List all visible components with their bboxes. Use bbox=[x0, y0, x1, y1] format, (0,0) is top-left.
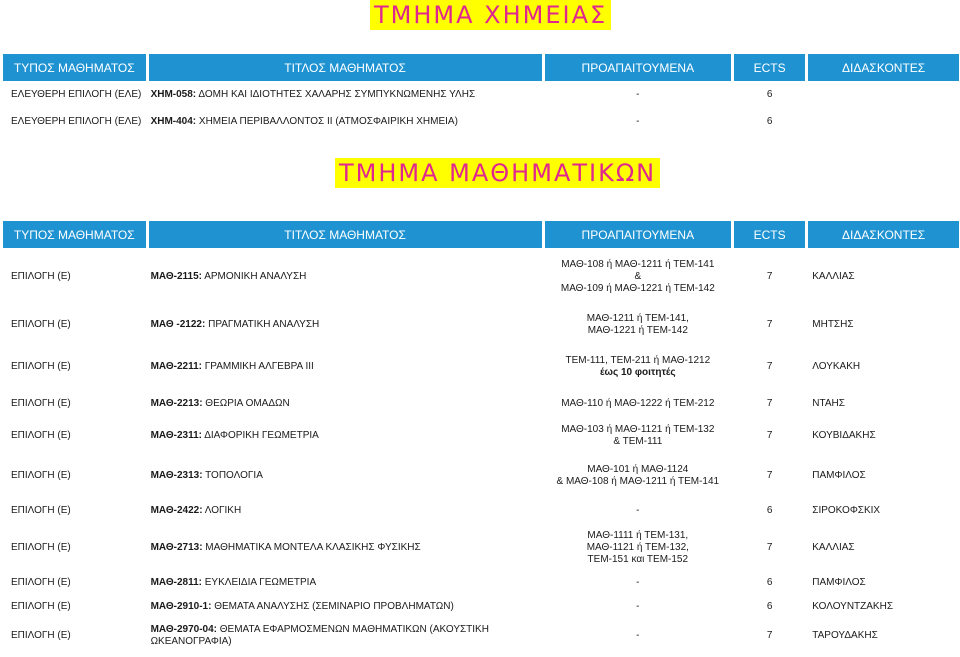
course-title: ΘΕΜΑΤΑ ΕΦΑΡΜΟΣΜΕΝΩΝ ΜΑΘΗΜΑΤΙΚΩΝ (ΑΚΟΥΣΤΙΚΗ ΩΚΕΑΝΟΓΡΑΦΙΑ) bbox=[150, 623, 489, 647]
ects-cell: 7 bbox=[766, 629, 773, 641]
course-title-cell bbox=[149, 595, 542, 619]
prerequisite-line: ΜΑΘ-1221 ή ΤΕΜ-142 bbox=[587, 324, 688, 336]
course-code: ΜΑΘ-2115: bbox=[150, 271, 202, 282]
math-courses-table bbox=[0, 221, 960, 652]
table-row bbox=[3, 571, 959, 595]
table-row bbox=[3, 497, 959, 524]
prerequisite-line: & ΤΕΜ-111 bbox=[613, 435, 663, 447]
ects-cell: 7 bbox=[766, 318, 773, 330]
course-code: ΜΑΘ-2211: bbox=[150, 360, 202, 372]
table-row bbox=[3, 454, 959, 497]
math-department-title: ΤΜΗΜΑ ΜΑΘΗΜΑΤΙΚΩΝ bbox=[335, 158, 660, 188]
prerequisite-line: ΤΕΜ-151 και ΤΕΜ-152 bbox=[587, 553, 689, 565]
course-title-cell bbox=[149, 417, 542, 454]
table-row bbox=[3, 343, 959, 390]
prerequisites-cell bbox=[545, 524, 731, 571]
student-limit-note: έως 10 φοιτητές bbox=[600, 366, 676, 378]
course-title-cell bbox=[149, 390, 542, 417]
course-type-cell: ΕΠΙΛΟΓΗ (Ε) bbox=[11, 397, 71, 409]
instructor-cell: ΚΑΛΛΙΑΣ bbox=[812, 541, 855, 553]
table-row bbox=[3, 108, 959, 135]
chemistry-department-title: ΤΜΗΜΑ ΧΗΜΕΙΑΣ bbox=[370, 0, 611, 30]
course-title-cell bbox=[149, 571, 542, 595]
course-title: ΓΡΑΜΜΙΚΗ ΑΛΓΕΒΡΑ ΙΙΙ bbox=[201, 360, 314, 372]
prerequisites-cell bbox=[545, 108, 731, 135]
instructor-cell bbox=[808, 81, 959, 108]
ects-cell: 6 bbox=[766, 504, 773, 516]
table-row bbox=[3, 595, 959, 619]
course-title: ΛΟΓΙΚΗ bbox=[202, 504, 242, 516]
chemistry-table-body bbox=[3, 81, 959, 135]
table-row bbox=[3, 81, 959, 108]
course-type-cell: ΕΠΙΛΟΓΗ (Ε) bbox=[11, 629, 71, 641]
prerequisite-line: ΜΑΘ-108 ή ΜΑΘ-1211 ή ΤΕΜ-141 bbox=[561, 259, 715, 270]
prerequisites-cell bbox=[545, 417, 731, 454]
course-type-cell: ΕΠΙΛΟΓΗ (Ε) bbox=[11, 504, 71, 516]
course-type-cell: ΕΠΙΛΟΓΗ (Ε) bbox=[11, 577, 71, 588]
ects-cell: 7 bbox=[766, 541, 773, 553]
course-title: ΕΥΚΛΕΙΔΙΑ ΓΕΩΜΕΤΡΙΑ bbox=[201, 577, 317, 588]
course-code: ΧΗΜ-058: bbox=[150, 88, 197, 100]
course-code: ΜΑΘ -2122: bbox=[150, 318, 206, 330]
header-course-title: ΤΙΤΛΟΣ ΜΑΘΗΜΑΤΟΣ bbox=[149, 54, 542, 81]
prerequisite-line: - bbox=[636, 504, 640, 516]
course-type-cell: ΕΠΙΛΟΓΗ (Ε) bbox=[11, 318, 71, 330]
instructor-cell bbox=[808, 108, 959, 135]
prerequisite-line: & bbox=[634, 271, 642, 282]
ects-cell: 6 bbox=[766, 88, 773, 100]
course-code: ΜΑΘ-2811: bbox=[150, 577, 202, 588]
header-ects: ECTS bbox=[734, 54, 805, 81]
header-prerequisites: ΠΡΟΑΠΑΙΤΟΥΜΕΝΑ bbox=[545, 221, 731, 248]
course-type-cell: ΕΛΕΥΘΕΡΗ ΕΠΙΛΟΓΗ (ΕΛΕ) bbox=[11, 88, 142, 100]
course-title-cell bbox=[149, 497, 542, 524]
instructor-cell: ΜΗΤΣΗΣ bbox=[812, 318, 854, 330]
course-title-cell bbox=[149, 306, 542, 343]
course-code: ΜΑΘ-2713: bbox=[150, 541, 203, 553]
prerequisite-line: ΜΑΘ-1211 ή ΤΕΜ-141, bbox=[586, 312, 689, 324]
prerequisite-line: ΜΑΘ-109 ή ΜΑΘ-1221 ή ΤΕΜ-142 bbox=[560, 283, 715, 294]
instructor-cell: ΝΤΑΗΣ bbox=[812, 397, 845, 409]
ects-cell: 6 bbox=[766, 115, 773, 127]
course-title: ΘΕΩΡΙΑ ΟΜΑΔΩΝ bbox=[202, 397, 290, 409]
instructor-cell: ΚΟΥΒΙΔΑΚΗΣ bbox=[812, 429, 876, 441]
header-course-type: ΤΥΠΟΣ ΜΑΘΗΜΑΤΟΣ bbox=[3, 221, 146, 248]
course-type-cell: ΕΠΙΛΟΓΗ (Ε) bbox=[11, 601, 71, 612]
course-type-cell: ΕΠΙΛΟΓΗ (Ε) bbox=[11, 271, 71, 282]
header-instructors: ΔΙΔΑΣΚΟΝΤΕΣ bbox=[808, 54, 959, 81]
table-row bbox=[3, 619, 959, 652]
course-type-cell: ΕΠΙΛΟΓΗ (Ε) bbox=[11, 541, 71, 553]
course-type-cell: ΕΠΙΛΟΓΗ (Ε) bbox=[11, 360, 71, 372]
prerequisite-line: - bbox=[636, 88, 640, 100]
instructor-cell: ΛΟΥΚΑΚΗ bbox=[812, 360, 861, 372]
math-table-body bbox=[3, 248, 959, 652]
table-row bbox=[3, 417, 959, 454]
prerequisite-line: ΜΑΘ-110 ή ΜΑΘ-1222 ή ΤΕΜ-212 bbox=[561, 397, 715, 409]
course-title-cell bbox=[149, 619, 542, 652]
prerequisite-line: ΤΕΜ-111, ΤΕΜ-211 ή ΜΑΘ-1212 bbox=[565, 354, 711, 366]
ects-cell: 6 bbox=[766, 601, 773, 612]
course-title-cell bbox=[149, 108, 542, 135]
prerequisites-cell bbox=[545, 497, 731, 524]
instructor-cell: ΚΟΛΟΥΝΤΖΑΚΗΣ bbox=[812, 601, 894, 612]
prerequisite-line: ΜΑΘ-1111 ή ΤΕΜ-131, bbox=[587, 529, 689, 541]
table-row bbox=[3, 306, 959, 343]
course-title-cell bbox=[149, 524, 542, 571]
course-title: ΔΟΜΗ ΚΑΙ ΙΔΙΟΤΗΤΕΣ ΧΑΛΑΡΗΣ ΣΥΜΠΥΚΝΩΜΕΝΗΣ ΥΛΗΣ bbox=[196, 88, 476, 100]
course-code: ΜΑΘ-2970-04: bbox=[150, 623, 217, 635]
prerequisites-cell bbox=[545, 390, 731, 417]
prerequisites-cell bbox=[545, 248, 731, 306]
instructor-cell: ΠΑΜΦΙΛΟΣ bbox=[812, 577, 866, 588]
course-title: ΤΟΠΟΛΟΓΙΑ bbox=[202, 469, 263, 481]
header-prerequisites: ΠΡΟΑΠΑΙΤΟΥΜΕΝΑ bbox=[545, 54, 731, 81]
prerequisite-line: - bbox=[636, 601, 640, 612]
instructor-cell: ΤΑΡΟΥΔΑΚΗΣ bbox=[812, 629, 878, 641]
course-code: ΜΑΘ-2213: bbox=[150, 397, 203, 409]
course-title: ΧΗΜΕΙΑ ΠΕΡΙΒΑΛΛΟΝΤΟΣ ΙΙ (ΑΤΜΟΣΦΑΙΡΙΚΗ ΧΗΜΕΙΑ) bbox=[196, 115, 458, 127]
ects-cell: 7 bbox=[766, 397, 773, 409]
ects-cell: 7 bbox=[766, 360, 773, 372]
course-type-cell: ΕΠΙΛΟΓΗ (Ε) bbox=[11, 469, 71, 481]
prerequisite-line: - bbox=[636, 629, 640, 641]
header-course-type: ΤΥΠΟΣ ΜΑΘΗΜΑΤΟΣ bbox=[3, 54, 146, 81]
prerequisites-cell bbox=[545, 595, 731, 619]
ects-cell: 7 bbox=[766, 271, 773, 282]
course-title: ΑΡΜΟΝΙΚΗ ΑΝΑΛΥΣΗ bbox=[201, 271, 307, 282]
course-code: ΜΑΘ-2910-1: bbox=[150, 601, 212, 612]
prerequisites-cell bbox=[545, 343, 731, 390]
course-type-cell: ΕΠΙΛΟΓΗ (Ε) bbox=[11, 429, 71, 441]
header-course-title: ΤΙΤΛΟΣ ΜΑΘΗΜΑΤΟΣ bbox=[149, 221, 542, 248]
course-title: ΜΑΘΗΜΑΤΙΚΑ ΜΟΝΤΕΛΑ ΚΛΑΣΙΚΗΣ ΦΥΣΙΚΗΣ bbox=[202, 541, 421, 553]
ects-cell: 7 bbox=[766, 469, 773, 481]
prerequisites-cell bbox=[545, 454, 731, 497]
prerequisite-line: ΜΑΘ-1121 ή ΤΕΜ-132, bbox=[586, 541, 689, 553]
instructor-cell: ΠΑΜΦΙΛΟΣ bbox=[812, 469, 866, 481]
table-row bbox=[3, 248, 959, 306]
prerequisite-line: & ΜΑΘ-108 ή ΜΑΘ-1211 ή ΤΕΜ-141 bbox=[556, 475, 720, 487]
prerequisite-line: - bbox=[636, 115, 640, 127]
course-title: ΠΡΑΓΜΑΤΙΚΗ ΑΝΑΛΥΣΗ bbox=[205, 318, 320, 330]
prerequisite-line: ΜΑΘ-103 ή ΜΑΘ-1121 ή ΤΕΜ-132 bbox=[561, 423, 715, 435]
header-ects: ECTS bbox=[734, 221, 805, 248]
table-row bbox=[3, 390, 959, 417]
course-code: ΜΑΘ-2313: bbox=[150, 469, 203, 481]
prerequisites-cell bbox=[545, 81, 731, 108]
table-row bbox=[3, 524, 959, 571]
prerequisite-line: ΜΑΘ-101 ή ΜΑΘ-1124 bbox=[587, 463, 689, 475]
course-code: ΜΑΘ-2422: bbox=[150, 504, 203, 516]
table-header-row bbox=[3, 221, 959, 248]
instructor-cell: ΣΙΡΟΚΟΦΣΚΙΧ bbox=[812, 504, 881, 516]
prerequisites-cell bbox=[545, 619, 731, 652]
course-title-cell bbox=[149, 343, 542, 390]
course-code: ΧΗΜ-404: bbox=[150, 115, 197, 127]
header-instructors: ΔΙΔΑΣΚΟΝΤΕΣ bbox=[808, 221, 959, 248]
course-title-cell bbox=[149, 248, 542, 306]
course-title-cell bbox=[149, 454, 542, 497]
chemistry-courses-table bbox=[0, 54, 960, 135]
course-type-cell: ΕΛΕΥΘΕΡΗ ΕΠΙΛΟΓΗ (ΕΛΕ) bbox=[11, 115, 142, 127]
prerequisite-line: - bbox=[636, 577, 640, 588]
course-title: ΔΙΑΦΟΡΙΚΗ ΓΕΩΜΕΤΡΙΑ bbox=[201, 429, 319, 441]
course-code: ΜΑΘ-2311: bbox=[150, 429, 202, 441]
table-header-row bbox=[3, 54, 959, 81]
course-title: ΘΕΜΑΤΑ ΑΝΑΛΥΣΗΣ (ΣΕΜΙΝΑΡΙΟ ΠΡΟΒΛΗΜΑΤΩΝ) bbox=[211, 601, 454, 612]
prerequisites-cell bbox=[545, 306, 731, 343]
course-title-cell bbox=[149, 81, 542, 108]
instructor-cell: ΚΑΛΛΙΑΣ bbox=[812, 271, 855, 282]
ects-cell: 6 bbox=[766, 577, 773, 588]
ects-cell: 7 bbox=[766, 429, 773, 441]
prerequisites-cell bbox=[545, 571, 731, 595]
